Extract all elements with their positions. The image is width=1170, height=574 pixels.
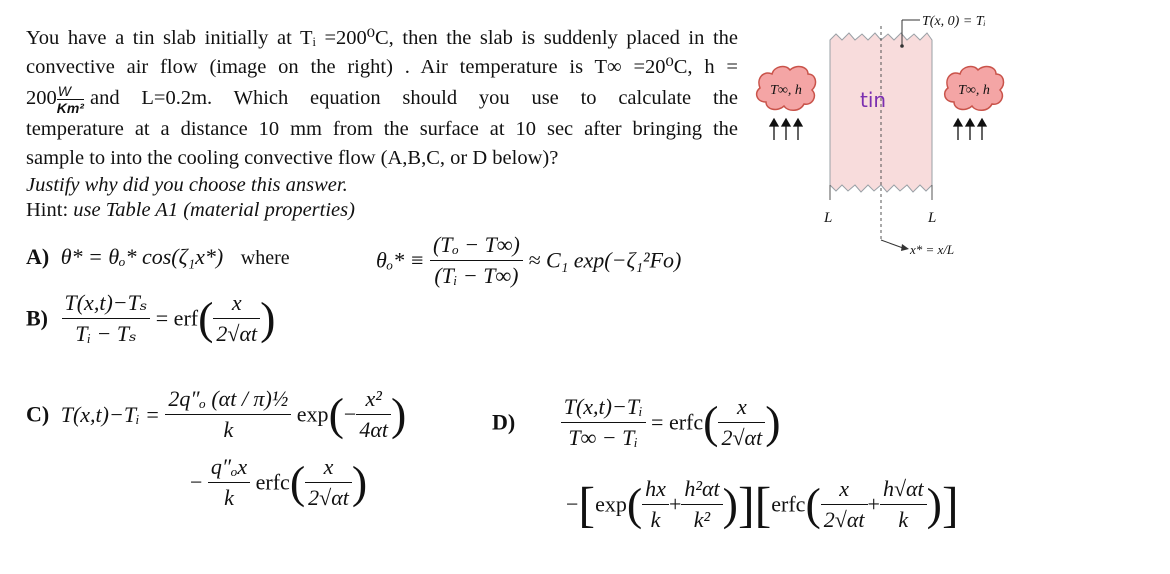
option-d-second-term: −[exp( $\frac{hx}{k}$ + $\frac{\text{h²αt}}{\text{k²}}$ )][erfc( $\frac{x}{2√\alpha t}$ + $\frac{h√\alpha t}{k}$ )] xyxy=(566,476,959,533)
option-d-hsqrt-fraction: $\frac{h√\alpha t}{k}$ xyxy=(880,476,927,533)
slab-diagram xyxy=(752,0,1170,574)
right-flow-arrows xyxy=(954,119,986,140)
problem-line-1: You have a tin slab initially at Tᵢ =200⁰C, then the slab is suddenly placed in the xyxy=(26,27,738,49)
justify-instruction: Justify why did you choose this answer. xyxy=(26,174,348,196)
problem-line-4: temperature at a distance 10 mm from the surface at 10 sec after bringing the xyxy=(26,118,738,140)
h-units-fraction: $\frac{W}{\text{Km²}}$ xyxy=(56,82,84,116)
problem-line-3 xyxy=(26,82,738,115)
left-flow-arrows xyxy=(770,119,802,140)
option-d-erfc-argument: $\frac{x}{2√\alpha t}$ xyxy=(718,394,765,451)
h-value: 200 xyxy=(26,87,57,109)
option-d-label: D) xyxy=(492,409,516,435)
option-c-exp-argument: $\frac{\text{x²}}{4\alpha t}$ xyxy=(356,386,391,443)
option-a-equation: θ* = θₒ* cos(ζ₁x*) xyxy=(60,244,224,269)
option-c-erfc-argument: $\frac{x}{2√\alpha t}$ xyxy=(305,454,352,511)
option-b-label: B) xyxy=(26,305,48,331)
x-axis xyxy=(881,240,903,248)
option-b-fraction: $\frac{\text{T(x,t)−Tₛ}}{\text{Tᵢ − Tₛ}}$ xyxy=(62,290,151,347)
problem-statement xyxy=(26,24,738,223)
option-a-label: A) xyxy=(26,244,50,269)
option-c-fraction: $\frac{\text{2q″ₒ (αt / π)½}}{k}$ xyxy=(165,386,291,443)
option-b-erf-argument: $\frac{x}{2√\alpha t}$ xyxy=(213,290,260,347)
problem-line-3-text: and L=0.2m. Which equation should you use to calculate the xyxy=(89,87,738,109)
option-c-second-term: − $\frac{\text{q″ₒx}}{k}$ erfc( $\frac{x}{2√\alpha t}$ ) xyxy=(190,454,368,510)
material-label: tin xyxy=(860,88,887,112)
option-d-fraction: $\frac{\text{T(x,t)−Tᵢ}}{\text{T∞ − Tᵢ}}$ xyxy=(561,394,646,451)
option-a xyxy=(26,244,290,270)
option-d: D) $\frac{\text{T(x,t)−Tᵢ}}{\text{T∞ − Tᵢ}}$ = erfc( $\frac{x}{2√\alpha t}$ ) xyxy=(492,394,781,450)
right-half-thickness-label: L xyxy=(928,210,937,226)
left-environment-label: T∞, h xyxy=(770,83,802,98)
option-a-where: where xyxy=(240,247,290,269)
hint-line: Hint: use Table A1 (material properties) xyxy=(26,199,355,221)
left-half-thickness-label: L xyxy=(824,210,833,226)
option-b: B) $\frac{\text{T(x,t)−Tₛ}}{\text{Tᵢ − Tₛ}}$ = erf( $\frac{x}{2√\alpha t}$ ) xyxy=(26,290,276,346)
option-d-hx-fraction: $\frac{hx}{k}$ xyxy=(642,476,669,533)
option-d-x-fraction: $\frac{x}{2√\alpha t}$ xyxy=(821,476,868,533)
option-c: C) T(x,t)−Tᵢ = $\frac{\text{2q″ₒ (αt / π)½}}{k}$ exp(− $\frac{\text{x²}}{4\alpha t}$ ) xyxy=(26,386,407,442)
option-c-label: C) xyxy=(26,401,50,427)
axis-label: x* = x/L xyxy=(910,242,955,257)
right-environment-label: T∞, h xyxy=(958,83,990,98)
problem-line-5: sample to into the cooling convective flow (A,B,C, or D below)? xyxy=(26,147,559,169)
problem-line-2: convective air flow (image on the right) . Air temperature is T∞ =20⁰C, h = xyxy=(26,56,738,78)
option-a-theta-fraction: $\frac{\text{(Tₒ − T∞)}}{\text{(Tᵢ − T∞)}}$ xyxy=(430,232,523,289)
option-d-h2at-fraction: $\frac{\text{h²αt}}{\text{k²}}$ xyxy=(681,476,722,533)
option-c-second-fraction: $\frac{\text{q″ₒx}}{k}$ xyxy=(208,454,250,511)
initial-condition-label: T(x, 0) = Tᵢ xyxy=(922,14,986,29)
option-a-definition: θₒ* ≡ $\frac{\text{(Tₒ − T∞)}}{\text{(Tᵢ − T∞)}}$ ≈ C₁ exp(−ζ₁²Fo) xyxy=(376,232,682,288)
